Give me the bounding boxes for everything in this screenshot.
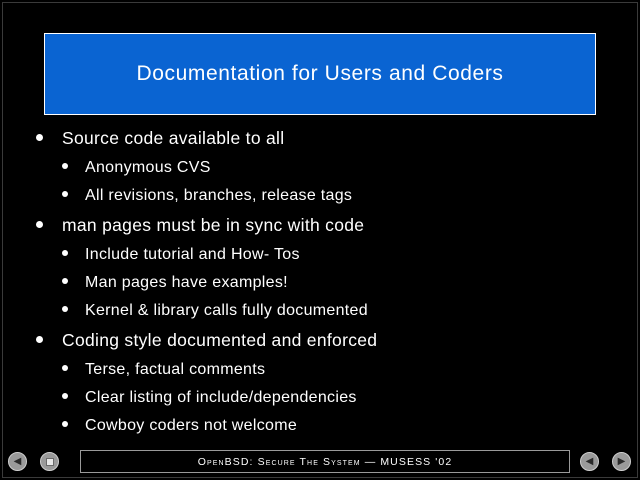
chevron-right-icon: ▶ [617,455,626,467]
slide-footer [0,444,640,480]
list-item [62,389,616,417]
first-slide-icon: ◀ [13,455,22,467]
list-item [62,274,616,302]
bullet-dot-icon [62,278,68,284]
bullet-list [36,128,616,445]
bullet-dot-icon [62,191,68,197]
bullet-dot-icon [62,306,68,312]
chevron-left-icon: ◀ [585,455,594,467]
bullet-dot-icon [62,393,68,399]
list-item [62,417,616,445]
footer-title-bar [80,450,570,473]
list-item [62,246,616,274]
list-item-label: Clear listing of include/dependencies [85,389,357,406]
list-item-label: Source code available to all [62,128,285,148]
list-item-label: Include tutorial and How- Tos [85,246,300,263]
bullet-dot-icon [62,365,68,371]
bullet-dot-icon [62,250,68,256]
next-slide-button[interactable] [612,452,631,471]
list-item-label: Terse, factual comments [85,361,266,378]
list-item [62,361,616,389]
list-item-label: Man pages have examples! [85,274,288,291]
list-item-label: man pages must be in sync with code [62,215,365,235]
bullet-dot-icon [36,134,43,141]
list-item-label: All revisions, branches, release tags [85,187,353,204]
list-item-label: Anonymous CVS [85,159,211,176]
stop-button[interactable] [40,452,59,471]
list-item-label: Coding style documented and enforced [62,330,378,350]
list-item [36,128,616,159]
list-item [62,187,616,215]
stop-square-icon [46,458,54,466]
list-item-label: Kernel & library calls fully documented [85,302,368,319]
page-title: Documentation for Users and Coders [136,62,504,85]
first-slide-button[interactable] [8,452,27,471]
list-item [36,215,616,246]
bullet-dot-icon [36,336,43,343]
previous-slide-button[interactable] [580,452,599,471]
list-item-label: Cowboy coders not welcome [85,417,298,434]
footer-title: OpenBSD: Secure The System — MUSESS '02 [197,455,453,468]
list-item [36,330,616,361]
list-item [62,302,616,330]
bullet-dot-icon [62,421,68,427]
bullet-dot-icon [62,163,68,169]
slide-title-box [44,33,596,115]
list-item [62,159,616,187]
bullet-dot-icon [36,221,43,228]
